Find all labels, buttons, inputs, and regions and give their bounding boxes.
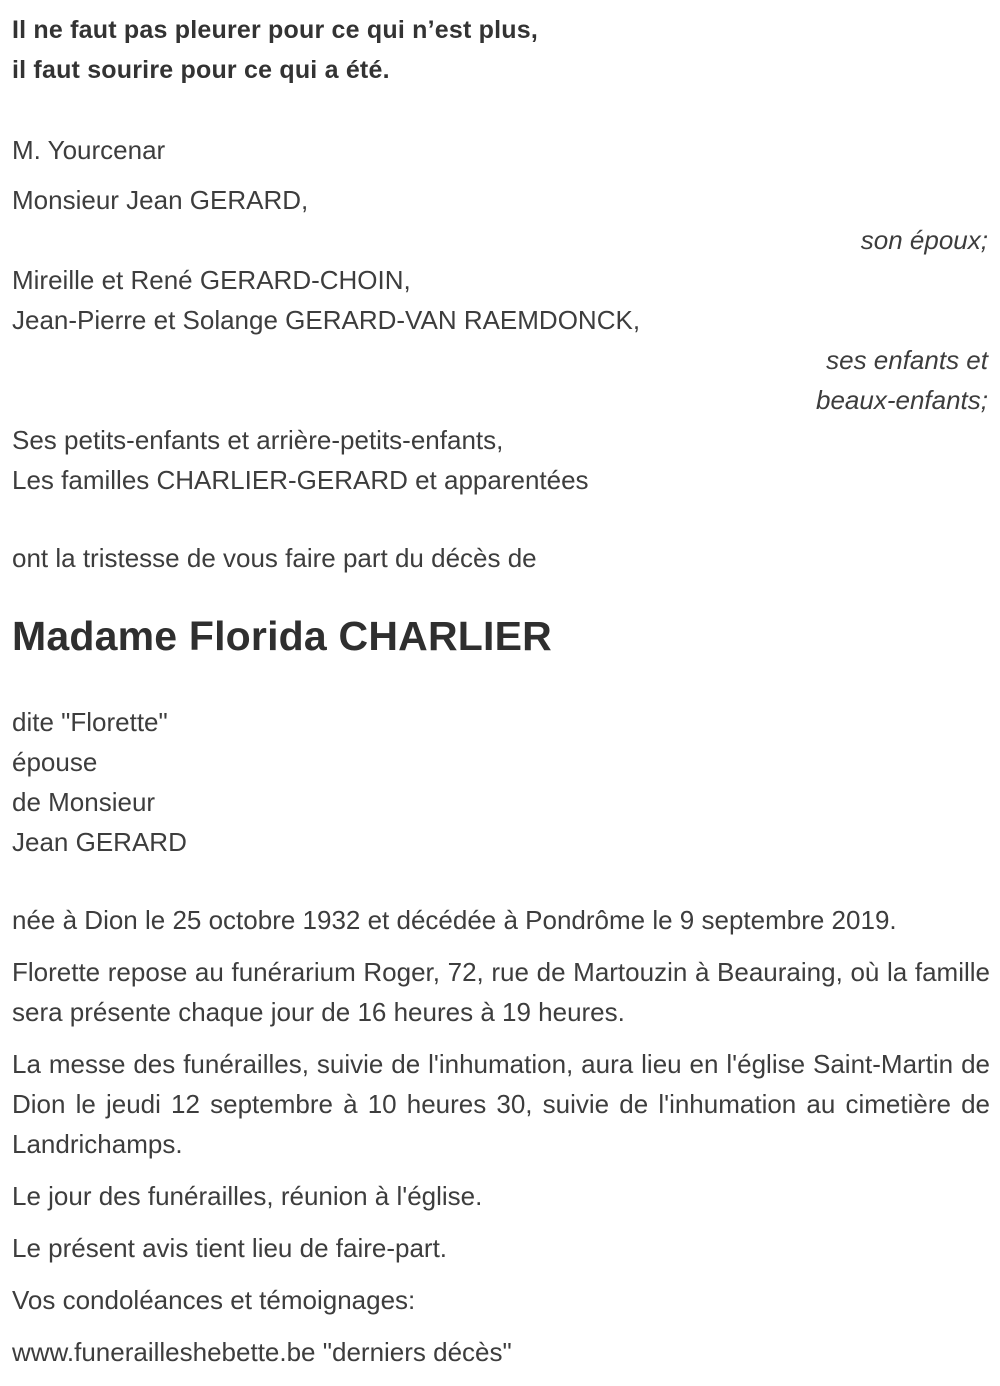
epigraph-line-1: Il ne faut pas pleurer pour ce qui n’est plus,: [12, 16, 538, 44]
condolences-intro: Vos condoléances et témoignages:: [12, 1285, 416, 1315]
children-relation-line-2: beaux-enfants;: [815, 385, 988, 415]
notice-paragraph: Le présent avis tient lieu de faire-part.: [12, 1233, 448, 1263]
website-line: [12, 1332, 990, 1372]
epigraph-author: M. Yourcenar: [12, 135, 166, 165]
funerarium-paragraph: Florette repose au funérarium Roger, 72, rue de Martouzin à Beauraing, où la famille sera présente chaque jour de 16 heures à 19 heures.: [12, 957, 990, 1027]
epigraph-quote: [12, 10, 990, 90]
website-link[interactable]: www.funerailleshebette.be: [12, 1337, 316, 1367]
website-suffix: "derniers décès": [315, 1337, 512, 1367]
spouse-name: Jean GERARD: [12, 827, 187, 857]
family-list: [12, 180, 990, 500]
children-line-2: Jean-Pierre et Solange GERARD-VAN RAEMDONCK,: [12, 305, 641, 335]
spouse-intro-1: épouse: [12, 747, 98, 777]
children-relation-line-1: ses enfants et: [826, 345, 988, 375]
spouse-intro-2: de Monsieur: [12, 787, 156, 817]
deceased-alias: dite "Florette": [12, 707, 168, 737]
children-line-1: Mireille et René GERARD-CHOIN,: [12, 265, 411, 295]
deceased-details: [12, 702, 990, 862]
announcement-line: ont la tristesse de vous faire part du décès de: [12, 543, 537, 573]
birth-death-paragraph: née à Dion le 25 octobre 1932 et décédée à Pondrôme le 9 septembre 2019.: [12, 905, 897, 935]
deceased-name: Madame Florida CHARLIER: [12, 613, 552, 659]
grandchildren-line: Ses petits-enfants et arrière-petits-enfants,: [12, 425, 504, 455]
husband-line: Monsieur Jean GERARD,: [12, 185, 309, 215]
epigraph-line-2: il faut sourire pour ce qui a été.: [12, 56, 390, 84]
families-line: Les familles CHARLIER-GERARD et apparentées: [12, 465, 589, 495]
body-paragraphs: [12, 900, 990, 1372]
mass-paragraph: La messe des funérailles, suivie de l'inhumation, aura lieu en l'église Saint-Martin de Dion le jeudi 12 septembre à 10 heures 30, suivie de l'inhumation au cimetière de Landrichamps.: [12, 1049, 990, 1159]
husband-relation: son époux;: [860, 225, 988, 255]
meeting-paragraph: Le jour des funérailles, réunion à l'église.: [12, 1181, 483, 1211]
